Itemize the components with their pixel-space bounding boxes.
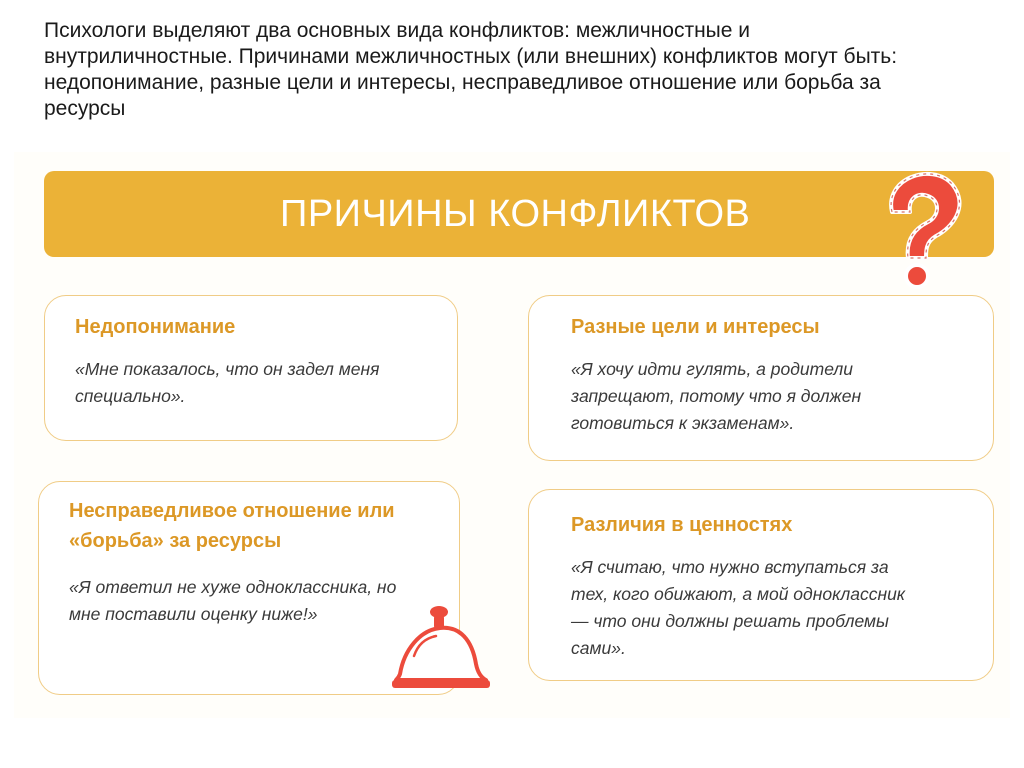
intro-paragraph: Психологи выделяют два основных вида конфликтов: межличностные и внутриличностные. Причинами межличностных (или внешних) конфликтов могут быть: недопонимание, разные цели и интересы, несправедливое отношение или борьба за ресурсы — [44, 19, 898, 120]
card-different-goals — [528, 295, 994, 461]
card-quote: «Я хочу идти гулять, а родители запрещают, потому что я должен готовиться к экзаменам». — [571, 359, 862, 433]
card-title: Различия в ценностях — [571, 514, 793, 536]
banner-title: ПРИЧИНЫ КОНФЛИКТОВ — [280, 193, 751, 235]
card-misunderstanding — [44, 295, 458, 441]
card-title: Несправедливое отношение или «борьба» за ресурсы — [69, 500, 395, 552]
card-title: Недопонимание — [75, 316, 236, 338]
card-quote: «Мне показалось, что он задел меня специально». — [75, 359, 380, 406]
card-quote: «Я ответил не хуже одноклассника, но мне поставили оценку ниже!» — [69, 577, 397, 624]
bell-icon — [374, 594, 502, 698]
card-values — [528, 489, 994, 681]
card-title: Разные цели и интересы — [571, 316, 820, 338]
question-mark-icon — [878, 164, 966, 292]
card-quote: «Я считаю, что нужно вступаться за тех, кого обижают, а мой одноклассник — что они должны решать проблемы сами». — [571, 557, 906, 658]
title-banner — [44, 171, 994, 257]
